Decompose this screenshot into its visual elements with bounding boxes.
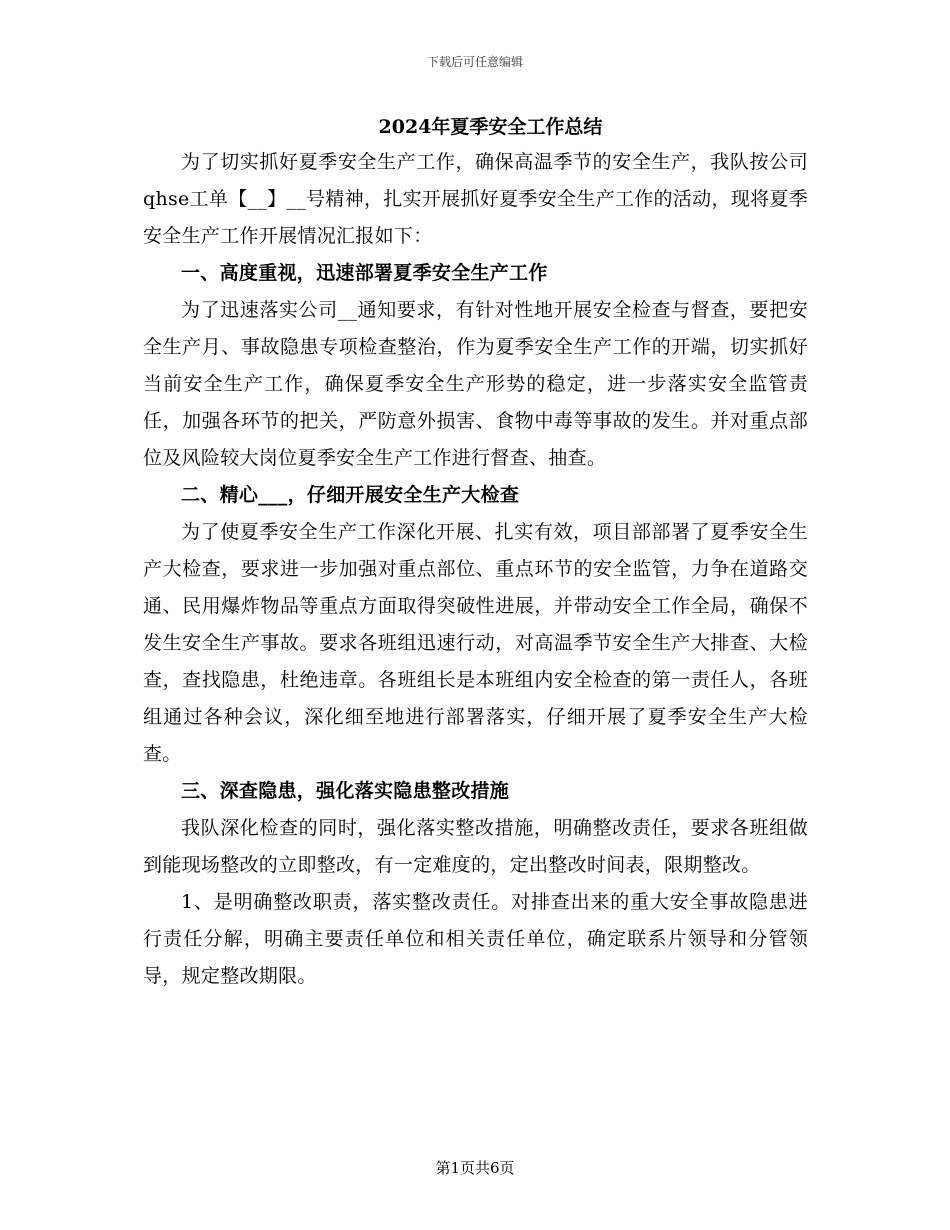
section-heading-2: 二、精心___，仔细开展安全生产大检查 [181,484,520,506]
document-title: 2024年夏季安全工作总结 [378,116,603,138]
section-heading-3: 三、深查隐患，强化落实隐患整改措施 [181,780,510,802]
page-header: 下载后可任意编辑 [426,55,523,69]
section-heading-1: 一、高度重视，迅速部署夏季安全生产工作 [181,262,548,284]
document-body [143,112,808,995]
section-2-paragraph: 为了使夏季安全生产工作深化开展、扎实有效，项目部部署了夏季安全生产大检查，要求进一步加强对重点部位、重点环节的安全监管，力争在道路交通、民用爆炸物品等重点方面取得突破性进展，并带动安全工作全局，确保不发生安全生产事故。要求各班组迅速行动，对高温季节安全生产大排查、大检查，查找隐患，杜绝违章。各班组长是本班组内安全检查的第一责任人，各班组通过各种会议，深化细至地进行部署落实，仔细开展了夏季安全生产大检查。 [143,521,808,765]
section-1-paragraph: 为了迅速落实公司__通知要求，有针对性地开展安全检查与督查，要把安全生产月、事故隐患专项检查整治，作为夏季安全生产工作的开端，切实抓好当前安全生产工作，确保夏季安全生产形势的稳定，进一步落实安全监管责任，加强各环节的把关，严防意外损害、食物中毒等事故的发生。并对重点部位及风险较大岗位夏季安全生产工作进行督查、抽查。 [143,299,808,469]
section-3-paragraph-item-1: 1、是明确整改职责，落实整改责任。对排查出来的重大安全事故隐患进行责任分解，明确主要责任单位和相关责任单位，确定联系片领导和分管领导，规定整改期限。 [143,891,808,987]
page-number: 第1页共6页 [435,1159,515,1177]
section-3-paragraph: 我队深化检查的同时，强化落实整改措施，明确整改责任，要求各班组做到能现场整改的立即整改，有一定难度的，定出整改时间表，限期整改。 [143,817,808,876]
intro-paragraph: 为了切实抓好夏季安全生产工作，确保高温季节的安全生产，我队按公司qhse工单【__】__号精神，扎实开展抓好夏季安全生产工作的活动，现将夏季安全生产工作开展情况汇报如下： [143,151,808,247]
